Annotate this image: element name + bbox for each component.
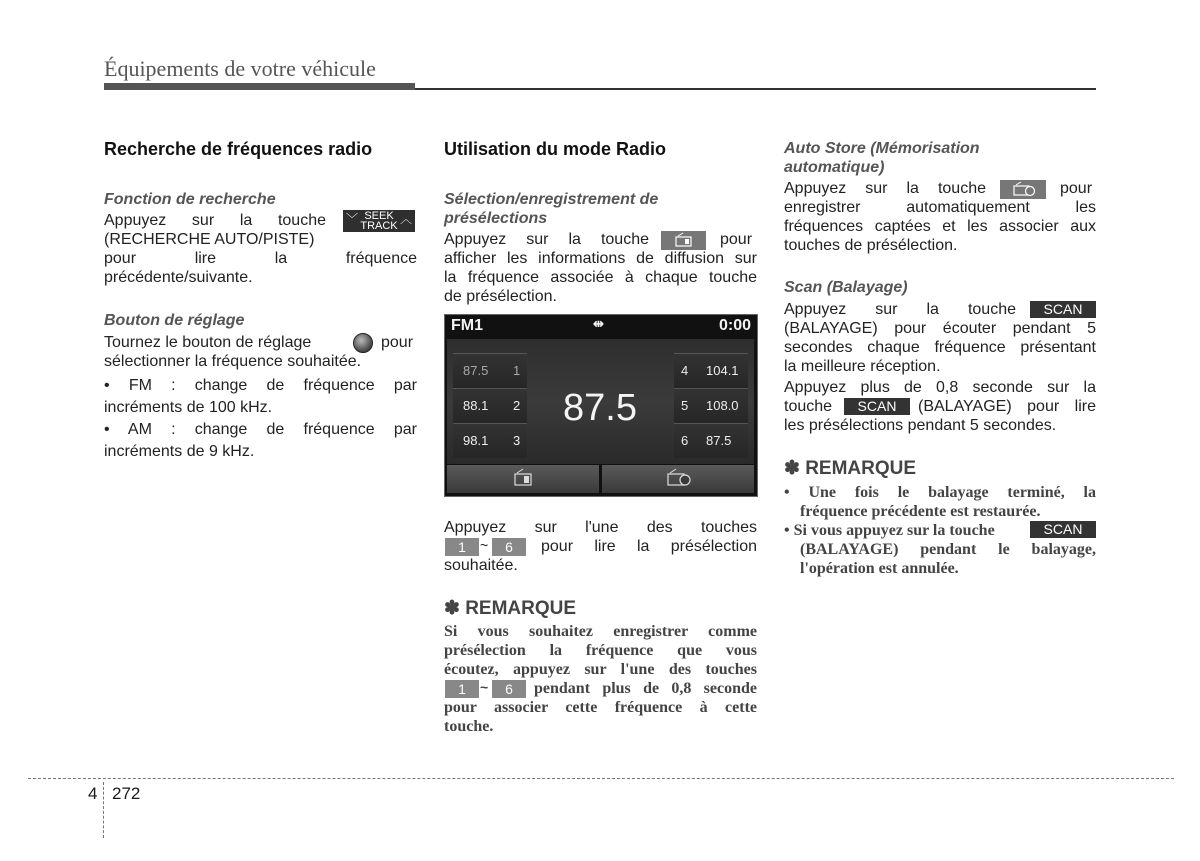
scan-line-2: (BALAYAGE) pour écouter pendant 5 [784, 320, 1096, 337]
note-heading-col2: ✽ REMARQUE [444, 598, 577, 619]
preset-freq: 87.5 [706, 433, 732, 448]
radio-main-area [447, 339, 754, 464]
autostore-line-1b: pour [1060, 180, 1093, 197]
preset-freq: 88.1 [463, 398, 489, 413]
scan-hold-line-1: Appuyez plus de 0,8 seconde sur la [784, 379, 1096, 396]
subheading-auto-store: Auto Store (Mémorisation automatique) [784, 140, 980, 176]
subheading-bouton-reglage: Bouton de réglage [104, 312, 245, 329]
note-col2-line-4: pendant plus de 0,8 seconde [534, 680, 757, 697]
seek-line-2: (RECHERCHE AUTO/PISTE) [104, 231, 315, 248]
seek-line-3: pour lire la fréquence [104, 250, 417, 267]
preset-play-line-3: souhaitée. [444, 557, 518, 574]
preset-num: 3 [513, 433, 521, 448]
note-heading-col3: ✽ REMARQUE [784, 458, 917, 479]
note-col2-line-1: Si vous souhaitez enregistrer comme [444, 623, 757, 640]
note-col3-line-4: (BALAYAGE) pendant le balayage, [800, 541, 1096, 558]
footer-vertical-divider [103, 782, 104, 838]
note-col3-line-5: l'opération est annulée. [800, 560, 959, 577]
knob-line-1a: Tournez le bouton de réglage [104, 334, 312, 351]
tilde-separator-note: ~ [480, 679, 489, 695]
subheading-fonction-recherche: Fonction de recherche [104, 191, 276, 208]
preset-info-line-2: afficher les informations de diffusion sur [444, 250, 757, 267]
scan-button-note[interactable]: SCAN [1030, 521, 1096, 538]
fm-line-2: incréments de 100 kHz. [104, 399, 273, 416]
preset-key-1[interactable]: 1 [445, 538, 479, 556]
am-line-1: • AM : change de fréquence par [104, 421, 417, 438]
section-title-mode-radio: Utilisation du mode Radio [444, 139, 667, 159]
radio-status-bar [445, 315, 757, 337]
scan-button-inline[interactable]: SCAN [844, 398, 910, 415]
note-col2-line-6: touche. [444, 718, 494, 735]
am-line-2: incréments de 9 kHz. [104, 443, 255, 460]
preset-key-1-note[interactable]: 1 [445, 680, 479, 698]
radio-display [444, 314, 758, 497]
page-number: 272 [112, 784, 141, 803]
note-col3-line-3a: • Si vous appuyez sur la touche [784, 522, 995, 539]
preset-button-6[interactable] [674, 423, 748, 458]
scan-hold-line-2a: touche [784, 398, 833, 415]
preset-info-line-1b: pour [720, 231, 753, 248]
scan-line-1a: Appuyez sur la touche [784, 301, 1016, 318]
autostore-line-1a: Appuyez sur la touche [784, 180, 986, 197]
radio-info-icon [661, 231, 706, 250]
fm-line-1: • FM : change de fréquence par [104, 377, 417, 394]
scan-button[interactable]: SCAN [1030, 301, 1096, 318]
preset-num: 2 [513, 398, 521, 413]
preset-freq: 98.1 [463, 433, 489, 448]
preset-button-5[interactable] [674, 388, 748, 423]
preset-freq: 108.0 [706, 398, 739, 413]
preset-button-4[interactable] [674, 353, 748, 388]
scan-line-3: secondes chaque fréquence présentant [784, 339, 1096, 356]
chevron-down-icon: ﹀ [346, 212, 359, 226]
preset-key-6[interactable]: 6 [492, 538, 526, 556]
usb-icon: ⇹ [593, 316, 604, 331]
radio-info-icon [447, 465, 599, 493]
note-col2-line-5: pour associer cette fréquence à cette [444, 699, 757, 716]
scan-line-4: la meilleure réception. [784, 358, 941, 375]
preset-info-line-3: la fréquence associée à chaque touche [444, 269, 757, 286]
section-title-recherche: Recherche de fréquences radio [104, 139, 373, 159]
preset-num: 6 [681, 433, 689, 448]
clock-label: 0:00 [718, 317, 751, 334]
preset-num: 1 [513, 363, 521, 378]
preset-play-line-1: Appuyez sur l'une des touches [444, 519, 757, 536]
autostore-line-2: enregistrer automatiquement les [784, 199, 1096, 216]
chapter-number: 4 [88, 784, 98, 803]
preset-info-line-1a: Appuyez sur la touche [444, 231, 649, 248]
band-label: FM1 [451, 317, 483, 334]
current-frequency: 87.5 [563, 387, 637, 429]
note-col3-line-2: fréquence précédente est restaurée. [800, 503, 1041, 520]
preset-button-1[interactable] [453, 353, 527, 388]
radio-info-softkey[interactable] [447, 465, 599, 493]
header-rule-thick [104, 83, 415, 90]
autostore-line-3: fréquences captées et les associer aux [784, 218, 1096, 235]
preset-key-6-note[interactable]: 6 [492, 680, 526, 698]
seek-line-4: précédente/suivante. [104, 269, 253, 286]
track-label: TRACK [360, 220, 398, 232]
radio-bottom-bar [447, 465, 754, 493]
preset-freq: 87.5 [463, 363, 489, 378]
seek-label: SEEK [364, 210, 394, 222]
tuning-knob-icon [353, 333, 373, 353]
subheading-selection: Sélection/enregistrement de présélections [444, 191, 659, 227]
preset-num: 4 [681, 363, 689, 378]
autostore-icon [1000, 180, 1046, 199]
scan-hold-line-2b: (BALAYAGE) pour lire [918, 398, 1096, 415]
preset-freq: 104.1 [706, 363, 739, 378]
header-rule-thin [415, 88, 1096, 90]
autostore-button[interactable] [1000, 180, 1046, 199]
note-col3-line-1: • Une fois le balayage terminé, la [784, 484, 1096, 501]
preset-info-button[interactable] [661, 231, 706, 250]
autostore-line-4: touches de présélection. [784, 237, 958, 254]
note-col2-line-3: écoutez, appuyez sur l'une des touches [444, 661, 757, 678]
autostore-softkey[interactable] [602, 465, 754, 493]
autostore-icon [602, 465, 754, 493]
tilde-separator: ~ [480, 537, 489, 553]
subheading-scan: Scan (Balayage) [784, 279, 908, 296]
scan-hold-line-3: les présélections pendant 5 secondes. [784, 417, 1057, 434]
page-header-title: Équipements de votre véhicule [104, 56, 376, 81]
seek-track-button[interactable] [343, 210, 415, 232]
preset-num: 5 [681, 398, 689, 413]
chevron-up-icon: ︿ [399, 212, 412, 226]
seek-line-1: Appuyez sur la touche [104, 212, 326, 229]
note-col2-line-2: présélection la fréquence que vous [444, 642, 757, 659]
preset-info-line-4: de présélection. [444, 288, 557, 305]
knob-line-2: sélectionner la fréquence souhaitée. [104, 353, 362, 370]
preset-button-2[interactable] [453, 388, 527, 423]
preset-play-line-2: pour lire la présélection [541, 538, 757, 555]
preset-button-3[interactable] [453, 423, 527, 458]
footer-divider [28, 778, 1174, 779]
knob-line-1b: pour [381, 334, 414, 351]
